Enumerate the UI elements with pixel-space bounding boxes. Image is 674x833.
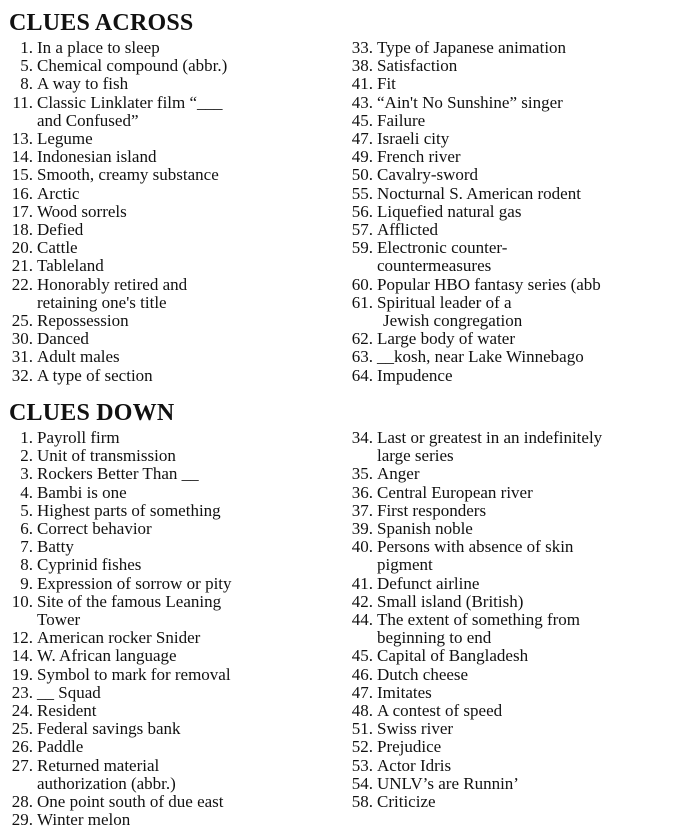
clue-number: 47. <box>351 129 373 149</box>
clue-item <box>0 166 227 184</box>
clue-number: 14. <box>11 147 33 167</box>
clue-item <box>330 575 602 593</box>
clue-item <box>0 629 232 647</box>
clue-text: Chemical compound (abbr.) <box>37 56 228 76</box>
clue-item <box>0 276 227 312</box>
clue-item <box>0 666 232 684</box>
clue-number: 9. <box>20 573 33 593</box>
clue-item <box>330 775 602 793</box>
clue-number: 21. <box>11 256 33 276</box>
clue-item <box>330 75 601 93</box>
clue-text: A way to fish <box>37 74 129 94</box>
clue-number: 58. <box>351 792 373 812</box>
clue-number: 24. <box>11 701 33 721</box>
clue-text: In a place to sleep <box>37 38 160 57</box>
clue-item <box>0 793 232 811</box>
clue-item <box>330 367 601 385</box>
clue-number: 32. <box>11 365 33 385</box>
clue-item <box>0 185 227 203</box>
clue-number: 27. <box>11 755 33 775</box>
clue-text: Correct behavior <box>37 519 152 539</box>
clue-number: 39. <box>351 519 373 539</box>
clue-item <box>0 684 232 702</box>
clue-text: Classic Linklater film “___ <box>37 92 223 112</box>
clue-text: Symbol to mark for removal <box>37 664 231 684</box>
clue-text: large series <box>377 446 454 466</box>
clue-item <box>0 520 232 538</box>
clues-across-right-column <box>330 39 601 385</box>
clue-number: 36. <box>351 482 373 502</box>
clue-text: Highest parts of something <box>37 500 221 520</box>
clue-item <box>330 39 601 57</box>
clue-number: 41. <box>351 573 373 593</box>
clue-text: Smooth, creamy substance <box>37 165 219 185</box>
clue-item <box>0 57 227 75</box>
clue-text: Actor Idris <box>377 755 452 775</box>
clue-text: Returned material <box>37 755 160 775</box>
clue-number: 45. <box>351 110 373 130</box>
clue-number: 8. <box>20 555 33 575</box>
clue-number: 55. <box>351 183 373 203</box>
clue-text: Swiss river <box>377 719 454 739</box>
clue-text: French river <box>377 147 461 167</box>
clue-number: 63. <box>351 347 373 367</box>
clue-number: 57. <box>351 220 373 240</box>
clue-item <box>330 221 601 239</box>
clue-number: 44. <box>351 610 373 630</box>
clue-text: Arctic <box>37 183 80 203</box>
clues-down-left-column <box>0 429 232 829</box>
clue-text: Afflicted <box>377 220 439 240</box>
clue-item <box>0 538 232 556</box>
clue-item <box>0 720 232 738</box>
clue-item <box>330 666 602 684</box>
clue-text: “Ain't No Sunshine” singer <box>377 92 563 112</box>
clue-item <box>0 757 232 793</box>
clue-item <box>330 465 602 483</box>
clue-item <box>330 203 601 221</box>
clue-item <box>330 330 601 348</box>
clue-number: 23. <box>11 682 33 702</box>
clue-item <box>0 312 227 330</box>
clue-item <box>0 239 227 257</box>
clue-number: 64. <box>351 365 373 385</box>
clue-item <box>0 647 232 665</box>
clue-number: 25. <box>11 719 33 739</box>
clue-number: 18. <box>11 220 33 240</box>
clue-item <box>0 593 232 629</box>
clue-text: Fit <box>377 74 396 94</box>
clue-text: A type of section <box>37 365 153 385</box>
clue-number: 6. <box>20 519 33 539</box>
clues-across-heading: CLUES ACROSS <box>9 10 194 36</box>
clue-number: 42. <box>351 591 373 611</box>
clue-number: 25. <box>11 311 33 331</box>
clue-number: 30. <box>11 329 33 349</box>
clue-item <box>0 330 227 348</box>
clue-number: 5. <box>20 500 33 520</box>
clue-item <box>0 348 227 366</box>
clue-text: UNLV’s are Runnin’ <box>377 773 519 793</box>
clue-item <box>0 502 232 520</box>
clue-text: American rocker Snider <box>37 628 201 648</box>
clue-item <box>330 502 602 520</box>
clue-number: 3. <box>20 464 33 484</box>
clue-text: The extent of something from <box>377 610 581 630</box>
clue-number: 50. <box>351 165 373 185</box>
clue-text: Criticize <box>377 792 436 812</box>
clue-number: 1. <box>20 38 33 57</box>
clue-number: 62. <box>351 329 373 349</box>
clue-item <box>0 484 232 502</box>
clue-item <box>330 185 601 203</box>
clue-text: Unit of transmission <box>37 446 176 466</box>
clue-text: Cavalry-sword <box>377 165 479 185</box>
clue-number: 53. <box>351 755 373 775</box>
clue-number: 19. <box>11 664 33 684</box>
clue-number: 59. <box>351 238 373 258</box>
clue-item <box>330 130 601 148</box>
clue-number: 41. <box>351 74 373 94</box>
clue-text: Federal savings bank <box>37 719 181 739</box>
clue-text: A contest of speed <box>377 701 503 721</box>
clue-text: Payroll firm <box>37 428 120 447</box>
clue-item <box>0 465 232 483</box>
clue-number: 56. <box>351 201 373 221</box>
clue-text: Legume <box>37 129 93 149</box>
clue-item <box>330 593 602 611</box>
clue-number: 54. <box>351 773 373 793</box>
clue-item <box>0 221 227 239</box>
clue-item <box>0 75 227 93</box>
clue-item <box>330 484 602 502</box>
clue-item <box>330 647 602 665</box>
clue-text: Tower <box>37 610 81 630</box>
clue-number: 29. <box>11 810 33 830</box>
clue-item <box>0 575 232 593</box>
clue-text: Resident <box>37 701 97 721</box>
clue-text: Central European river <box>377 482 533 502</box>
clue-item <box>330 294 601 330</box>
clue-item <box>0 148 227 166</box>
clue-text: Cyprinid fishes <box>37 555 142 575</box>
clue-number: 16. <box>11 183 33 203</box>
clue-item <box>330 112 601 130</box>
clue-item <box>330 94 601 112</box>
clue-item <box>330 757 602 775</box>
clue-item <box>330 702 602 720</box>
clue-number: 12. <box>11 628 33 648</box>
clue-number: 11. <box>12 92 33 112</box>
clue-text: Liquefied natural gas <box>377 201 522 221</box>
clue-number: 14. <box>11 646 33 666</box>
clue-text: Jewish congregation <box>383 311 523 331</box>
clue-text: Expression of sorrow or pity <box>37 573 232 593</box>
clue-text: One point south of due east <box>37 792 224 812</box>
clue-number: 17. <box>11 201 33 221</box>
clue-number: 4. <box>20 482 33 502</box>
clue-number: 35. <box>351 464 373 484</box>
clue-number: 45. <box>351 646 373 666</box>
clue-number: 49. <box>351 147 373 167</box>
clue-text: Last or greatest in an indefinitely <box>377 428 603 447</box>
clue-text: countermeasures <box>377 256 492 276</box>
clue-text: __ Squad <box>37 682 101 702</box>
clue-text: beginning to end <box>377 628 492 648</box>
clue-text: Satisfaction <box>377 56 458 76</box>
clue-text: pigment <box>377 555 433 575</box>
clue-text: Failure <box>377 110 426 130</box>
clue-text: Tableland <box>37 256 104 276</box>
clue-item <box>330 239 601 275</box>
clues-down-right-column <box>330 429 602 811</box>
clue-number: 40. <box>351 537 373 557</box>
clue-item <box>0 811 232 829</box>
clue-text: First responders <box>377 500 487 520</box>
clue-number: 48. <box>351 701 373 721</box>
clue-number: 38. <box>351 56 373 76</box>
clue-item <box>0 39 227 57</box>
clue-item <box>330 57 601 75</box>
clue-item <box>330 166 601 184</box>
clue-number: 8. <box>20 74 33 94</box>
clue-item <box>330 520 602 538</box>
clue-item <box>0 738 232 756</box>
clue-text: Dutch cheese <box>377 664 469 684</box>
clue-text: Impudence <box>377 365 453 385</box>
clue-item <box>330 611 602 647</box>
clue-item <box>330 538 602 574</box>
clue-text: Imitates <box>377 682 432 702</box>
clue-text: Electronic counter- <box>377 238 508 258</box>
clue-text: W. African language <box>37 646 177 666</box>
clue-number: 37. <box>351 500 373 520</box>
clue-item <box>0 367 227 385</box>
clue-text: Site of the famous Leaning <box>37 591 222 611</box>
clue-item <box>0 203 227 221</box>
clue-item <box>330 684 602 702</box>
clue-number: 61. <box>351 292 373 312</box>
clue-text: Defunct airline <box>377 573 480 593</box>
clue-text: Honorably retired and <box>37 274 188 294</box>
clue-text: Winter melon <box>37 810 131 830</box>
clue-text: Nocturnal S. American rodent <box>377 183 581 203</box>
clue-text: Rockers Better Than __ <box>37 464 199 484</box>
clue-item <box>330 276 601 294</box>
clue-text: Batty <box>37 537 74 557</box>
clue-item <box>330 720 602 738</box>
clue-number: 47. <box>351 682 373 702</box>
clues-across-left-column <box>0 39 227 385</box>
clue-number: 22. <box>11 274 33 294</box>
clue-text: Popular HBO fantasy series (abb <box>377 274 601 294</box>
clue-text: Indonesian island <box>37 147 157 167</box>
clue-number: 34. <box>351 428 373 447</box>
clue-text: Prejudice <box>377 737 442 757</box>
clue-item <box>330 348 601 366</box>
clue-text: Defied <box>37 220 84 240</box>
clue-text: Large body of water <box>377 329 515 349</box>
clue-number: 1. <box>20 428 33 447</box>
clue-text: Cattle <box>37 238 78 258</box>
clue-number: 13. <box>11 129 33 149</box>
clue-item <box>0 257 227 275</box>
clue-text: Israeli city <box>377 129 450 149</box>
clue-number: 52. <box>351 737 373 757</box>
clue-number: 43. <box>351 92 373 112</box>
clue-number: 60. <box>351 274 373 294</box>
clue-number: 2. <box>20 446 33 466</box>
clue-text: Repossession <box>37 311 129 331</box>
clue-item <box>330 429 602 465</box>
clue-number: 10. <box>11 591 33 611</box>
clue-text: Bambi is one <box>37 482 127 502</box>
clue-text: Wood sorrels <box>37 201 127 221</box>
clue-text: Danced <box>37 329 89 349</box>
clue-item <box>0 130 227 148</box>
clue-item <box>0 429 232 447</box>
clue-item <box>330 738 602 756</box>
clues-down-heading: CLUES DOWN <box>9 400 175 426</box>
clue-number: 20. <box>11 238 33 258</box>
clue-text: Small island (British) <box>377 591 524 611</box>
clue-number: 33. <box>351 38 373 57</box>
clue-number: 5. <box>20 56 33 76</box>
clue-text: Type of Japanese animation <box>377 38 567 57</box>
clue-text: Adult males <box>37 347 120 367</box>
clue-item <box>0 702 232 720</box>
clue-text: Spanish noble <box>377 519 473 539</box>
clue-item <box>0 94 227 130</box>
clue-number: 46. <box>351 664 373 684</box>
clue-number: 28. <box>11 792 33 812</box>
clue-number: 15. <box>11 165 33 185</box>
clue-number: 26. <box>11 737 33 757</box>
clue-number: 7. <box>20 537 33 557</box>
clue-text: and Confused” <box>37 110 139 130</box>
clue-number: 31. <box>11 347 33 367</box>
clue-item <box>0 447 232 465</box>
clue-text: Anger <box>377 464 420 484</box>
clue-text: __kosh, near Lake Winnebago <box>377 347 584 367</box>
clue-item <box>0 556 232 574</box>
clue-item <box>330 148 601 166</box>
clue-text: Spiritual leader of a <box>377 292 512 312</box>
clue-text: authorization (abbr.) <box>37 773 176 793</box>
clue-text: Paddle <box>37 737 84 757</box>
clue-text: Persons with absence of skin <box>377 537 574 557</box>
clue-item <box>330 793 602 811</box>
clue-number: 51. <box>351 719 373 739</box>
clue-text: Capital of Bangladesh <box>377 646 529 666</box>
clue-text: retaining one's title <box>37 292 167 312</box>
